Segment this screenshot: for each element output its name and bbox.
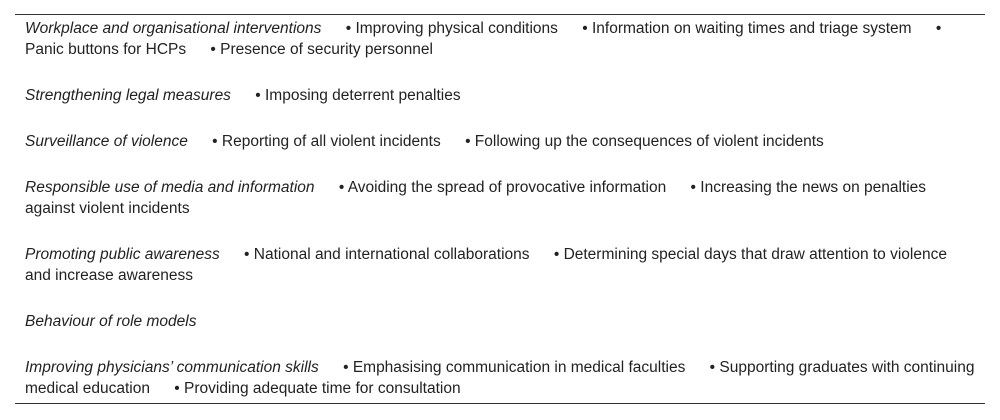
table-row xyxy=(25,85,977,106)
list-item: • Panic buttons for HCPs xyxy=(25,20,941,58)
category-label: Responsible use of media and information xyxy=(25,179,315,196)
category-label: Improving physicians’ communication skills xyxy=(25,359,319,376)
category-label: Surveillance of violence xyxy=(25,133,188,150)
list-item: • Presence of security personnel xyxy=(210,41,433,58)
list-item: • Increasing the news on penalties against violent incidents xyxy=(25,179,926,217)
list-item: • Reporting of all violent incidents xyxy=(212,133,441,150)
table-row xyxy=(25,311,977,332)
list-item: • Avoiding the spread of provocative information xyxy=(339,179,666,196)
category-label: Behaviour of role models xyxy=(25,313,197,330)
category-label: Strengthening legal measures xyxy=(25,87,231,104)
interventions-table xyxy=(15,14,985,404)
list-item: • Following up the consequences of violent incidents xyxy=(465,133,824,150)
table-row xyxy=(25,131,977,152)
table-row xyxy=(25,244,977,286)
table-row xyxy=(25,18,977,60)
table-row xyxy=(25,177,977,219)
list-item: • National and international collaborations xyxy=(244,246,529,263)
category-label: Workplace and organisational interventions xyxy=(25,20,322,37)
list-item: • Imposing deterrent penalties xyxy=(255,87,460,104)
list-item: • Improving physical conditions xyxy=(346,20,558,37)
list-item: • Determining special days that draw attention to violence and increase awareness xyxy=(25,246,947,284)
list-item: • Information on waiting times and triage system xyxy=(582,20,911,37)
list-item: • Supporting graduates with continuing medical education xyxy=(25,359,974,397)
list-item: • Emphasising communication in medical faculties xyxy=(343,359,685,376)
table-row xyxy=(25,357,977,399)
category-label: Promoting public awareness xyxy=(25,246,220,263)
list-item: • Providing adequate time for consultation xyxy=(174,380,460,397)
